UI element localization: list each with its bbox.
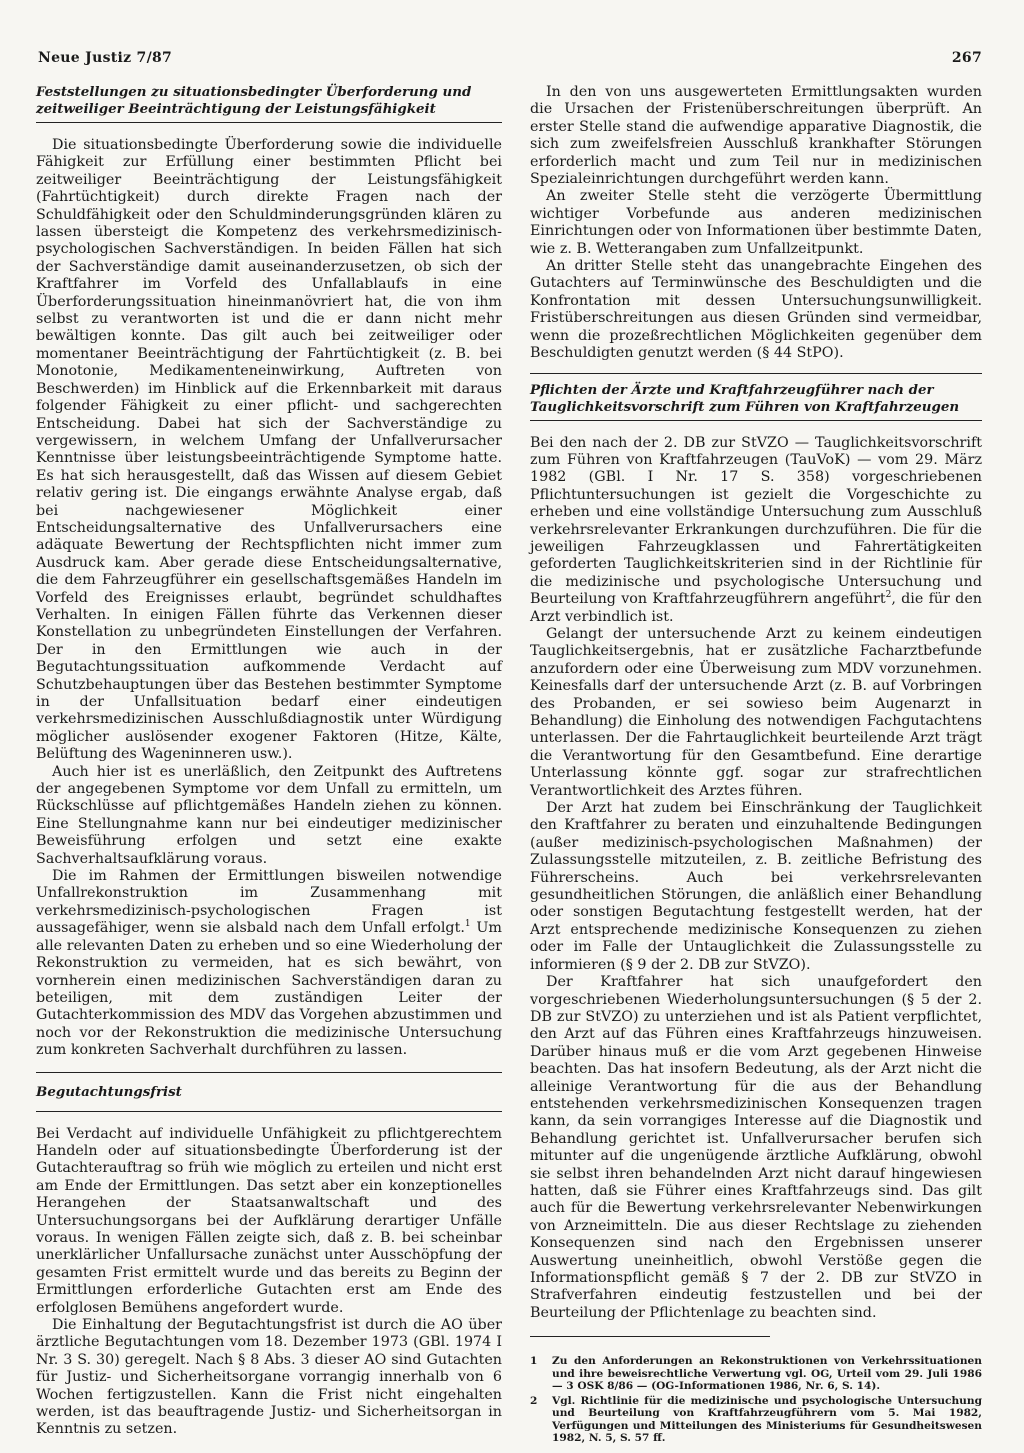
left-column [36,84,502,1439]
footnotes [530,1355,982,1445]
journal-title: Neue Justiz 7/87 [38,50,173,66]
paragraph: Die situationsbedingte Überforderung sowie die individuelle Fähigkeit zur Erfüllung einer bestimmten Pflicht bei zeitweiliger Beeinträchtigung der Leistungsfähigkeit (Fahrtüchtigkeit) durch direkte Fragen nach der Schuldfähigkeit oder den Schuldminderungsgründen klären zu lassen übersteigt die Kompetenz des verkehrsmedizinisch-psychologischen Sachverständigen. In beiden Fällen hat sich der Sachverständige damit auseinanderzusetzen, ob sich der Kraftfahrer im Vorfeld des Unfallablaufs in eine Überforderungssituation hineinmanövriert hat, die von ihm selbst zu verantworten ist und die er dann nicht mehr bewältigen konnte. Das gilt auch bei zeitweiliger oder momentaner Beeinträchtigung der Fahrtüchtigkeit (z. B. bei Monotonie, Medikamenteneinwirkung, Auftreten von Beschwerden) im Hinblick auf die Erkennbarkeit mit daraus folgender Fähigkeit zu einer pflicht- und sachgerechten Entscheidung. Dabei hat sich der Sachverständige zu vergewissern, in welchem Umfang der Unfallverursacher Kenntnisse über leistungsbeeinträchtigende Symptome hatte. Es hat sich herausgestellt, daß das Wissen auf diesem Gebiet relativ gering ist. Die eingangs erwähnte Analyse ergab, daß bei nachgewiesener Möglichkeit einer Entscheidungsalternative des Unfallverursachers eine adäquate Bewertung der Rechtspflichten nicht immer zum Ausdruck kam. Aber gerade diese Entscheidungsalternative, die dem Fahrzeugführer ein gesellschaftsgemäßes Handeln im Vorfeld des Ereignisses erlaubt, begründet schuldhaftes Verhalten. In einigen Fällen führte das Verkennen dieser Konstellation zu unbegründeten Einstellungen der Verfahren. Der in den Ermittlungen wie auch in der Begutachtungssituation aufkommende Verdacht auf Schutzbehauptungen über das Bestehen bestimmter Symptome in der Unfallsituation bedarf einer eindeutigen verkehrsmedizinischen Ausschlußdiagnostik unter Würdigung möglicher auslösender exogener Faktoren (Hitze, Kälte, Belüftung des Wageninneren usw.). [36,137,502,763]
paragraph-text: Bei den nach der 2. DB zur StVZO — Tauglichkeitsvorschrift zum Führen von Kraftfahrzeugen (TauVoK) — vom 29. März 1982 (GBl. I Nr. 17 S. 358) vorgeschriebenen Pflichtuntersuchungen ist gezielt die Vorgeschichte zu erheben und eine vollständige Untersuchung zum Ausschluß verkehrsrelevanter Erkrankungen durchzuführen. Die für die jeweiligen Fahrzeugklassen und Fahrertätigkeiten geforderten Tauglichkeitskriterien sind in der Richtlinie für die medizinische und psychologische Untersuchung und Beurteilung von Kraftfahrzeugführern angeführt [530,434,982,608]
paragraph: Die Einhaltung der Begutachtungsfrist ist durch die AO über ärztliche Begutachtungen vom 18. Dezember 1973 (GBl. 1974 I Nr. 3 S. 30) geregelt. Nach § 8 Abs. 3 dieser AO sind Gutachten für Justiz- und Sicherheitsorgane vorrangig innerhalb von 6 Wochen fertigzustellen. Kann die Frist nicht eingehalten werden, ist das beauftragende Justiz- und Sicherheitsorgan in Kenntnis zu setzen. [36,1317,502,1438]
paragraph [530,435,982,626]
paragraph-text: Die im Rahmen der Ermittlungen bisweilen notwendige Unfallrekonstruktion im Zusammenhang mit verkehrsmedizinisch-psychologischen Fragen ist aussagefähiger, wenn sie alsbald nach dem Unfall erfolgt. [36,868,502,937]
footnote [530,1395,982,1445]
footnote-text: Vgl. Richtlinie für die medizinische und psychologische Untersuchung und Beurteilung von Kraftfahrzeugführern vom 5. Mai 1982, Verfügungen und Mitteilungen des Ministeriums für Gesundheitswesen 1982, N. 5, S. 57 ff. [552,1394,982,1445]
section-heading-deadline: Begutachtungsfrist [36,1083,182,1100]
section-heading-duties: Pflichten der Ärzte und Kraftfahrzeugführer nach der Tauglichkeitsvorschrift zum Führen von Kraftfahrzeugen [530,373,982,421]
page-number: 267 [951,50,982,66]
footnote-number: 1 [530,1355,538,1368]
paragraph: Auch hier ist es unerläßlich, den Zeitpunkt des Auftretens der angegebenen Symptome vor dem Unfall zu ermitteln, um Rückschlüsse auf pflichtgemäßes Handeln ziehen zu können. Eine Stellungnahme kann nur bei eindeutiger medizinischer Beweisführung erfolgen und setzt eine exakte Sachverhaltsaufklärung voraus. [36,763,502,867]
footnote-number: 2 [530,1394,538,1407]
footnote-ref: 1 [464,919,471,930]
footnote-rule [530,1336,770,1347]
paragraph [36,868,502,1059]
paragraph: In den von uns ausgewerteten Ermittlungsakten wurden die Ursachen der Fristenüberschreitungen überprüft. An erster Stelle stand die aufwendige apparative Diagnostik, die sich zum zweifelsfreien Ausschluß krankhafter Störungen erforderlich macht und zum Teil nur in medizinischen Spezialeinrichtungen durchgeführt werden kann. [530,84,982,188]
paragraph: Der Arzt hat zudem bei Einschränkung der Tauglichkeit den Kraftfahrer zu beraten und einzuhaltende Bedingungen (außer medizinisch-psychologischen Maßnahmen) der Zulassungsstelle mitzuteilen, z. B. zeitliche Befristung des Führerscheins. Auch bei verkehrsrelevanten gesundheitlichen Störungen, die anläßlich einer Behandlung oder sonstigen Begutachtung festgestellt werden, hat der Arzt entsprechende medizinische Konsequenzen zu ziehen oder im Falle der Untauglichkeit die Zulassungsstelle zu informieren (§ 9 der 2. DB zur StVZO). [530,800,982,973]
paragraph: Der Kraftfahrer hat sich unaufgefordert den vorgeschriebenen Wiederholungsuntersuchungen (§ 5 der 2. DB zur StVZO) zu unterziehen und ist als Patient verpflichtet, den Arzt auf das Führen eines Kraftfahrzeugs hinzuweisen. Darüber hinaus muß er die vom Arzt gegebenen Hinweise beachten. Das hat insofern Bedeutung, als der Arzt nicht die alleinige Verantwortung für die aus der Behandlung entstehenden verkehrsmedizinischen Konsequenzen tragen kann, da sein vorrangiges Interesse auf die Diagnostik und Behandlung gerichtet ist. Unfallverursacher berufen sich mitunter auf die ungenügende ärztliche Aufklärung, obwohl sie selbst ihren behandelnden Arzt nicht darauf hingewiesen hatten, daß sie Führer eines Kraftfahrzeugs sind. Das gilt auch für die Bewertung verkehrsrelevanter Nebenwirkungen von Arzneimitteln. Die aus dieser Rechtslage zu ziehenden Konsequenzen sind nach den Ergebnissen unserer Auswertung uneinheitlich, obwohl Verstöße gegen die Informationspflicht gemäß § 7 der 2. DB zur StVZO in Strafverfahren eindeutig festzustellen und bei der Beurteilung der Pflichtenlage zu beachten sind. [530,974,982,1321]
paragraph: An zweiter Stelle steht die verzögerte Übermittlung wichtiger Vorbefunde aus anderen medizinischen Einrichtungen oder von Informationen über bestimmte Daten, wie z. B. Wetterangaben zum Unfallzeitpunkt. [530,188,982,257]
footnote-ref: 2 [885,590,892,601]
footnote [530,1355,982,1393]
section-heading-overload: Feststellungen zu situationsbedingter Überforderung und zeitweiliger Beeinträchtigung der Leistungsfähigkeit [36,84,502,123]
running-head [38,50,982,66]
section-heading-box [36,1072,502,1112]
paragraph: Gelangt der untersuchende Arzt zu keinem eindeutigen Tauglichkeitsergebnis, hat er zusätzliche Facharztbefunde anzufordern oder eine Überweisung zum MDV vorzunehmen. Keinesfalls darf der untersuchende Arzt (z. B. auf Vorbringen des Probanden, er sei sowieso beim Augenarzt in Behandlung) die Einholung des notwendigen Fachgutachtens unterlassen. Der die Fahrtauglichkeit beurteilende Arzt trägt die Verantwortung für den Gesamtbefund. Eine derartige Unterlassung könnte ggf. sogar zur strafrechtlichen Verantwortlichkeit des Arztes führen. [530,625,982,799]
footnote-text: Zu den Anforderungen an Rekonstruktionen von Verkehrssituationen und ihre beweisrechtliche Verwertung vgl. OG, Urteil vom 29. Juli 1986 — 3 OSK 8/86 — (OG-Informationen 1986, Nr. 6, S. 14). [552,1355,982,1393]
paragraph: Bei Verdacht auf individuelle Unfähigkeit zu pflichtgerechtem Handeln oder auf situationsbedingte Überforderung ist der Gutachterauftrag so früh wie möglich zu erteilen und nicht erst am Ende der Ermittlungen. Das setzt aber ein konzeptionelles Herangehen der Staatsanwaltschaft und des Untersuchungsorgans bei der Aufklärung derartiger Unfälle voraus. In wenigen Fällen zeigte sich, daß z. B. bei scheinbar unerklärlicher Unfallursache zunächst unter Ausschöpfung der gesamten Frist ermittelt wurde und das bereits zu Beginn der Ermittlungen erforderliche Gutachten erst am Ende des erfolglosen Bemühens angefordert wurde. [36,1125,502,1316]
right-column [530,84,982,1447]
paragraph-text: Um alle relevanten Daten zu erheben und so eine Wiederholung der Rekonstruktion zu vermeiden, hat es sich bewährt, von vornherein einen medizinischen Sachverständigen daran zu beteiligen, mit dem zuständigen Leiter der Gutachterkommission des MDV das Vorgehen abzustimmen und noch vor der Rekonstruktion die medizinische Untersuchung zum konkreten Sachverhalt durchführen zu lassen. [36,920,502,1059]
paragraph: An dritter Stelle steht das unangebrachte Eingehen des Gutachters auf Terminwünsche des Beschuldigten und die Konfrontation mit dessen Untersuchungsunwilligkeit. Fristüberschreitungen aus diesen Gründen sind vermeidbar, wenn die prozeßrechtlichen Möglichkeiten gegenüber dem Beschuldigten genutzt werden (§ 44 StPO). [530,258,982,362]
paragraph-text: , die für den Arzt verbindlich ist. [530,591,982,625]
